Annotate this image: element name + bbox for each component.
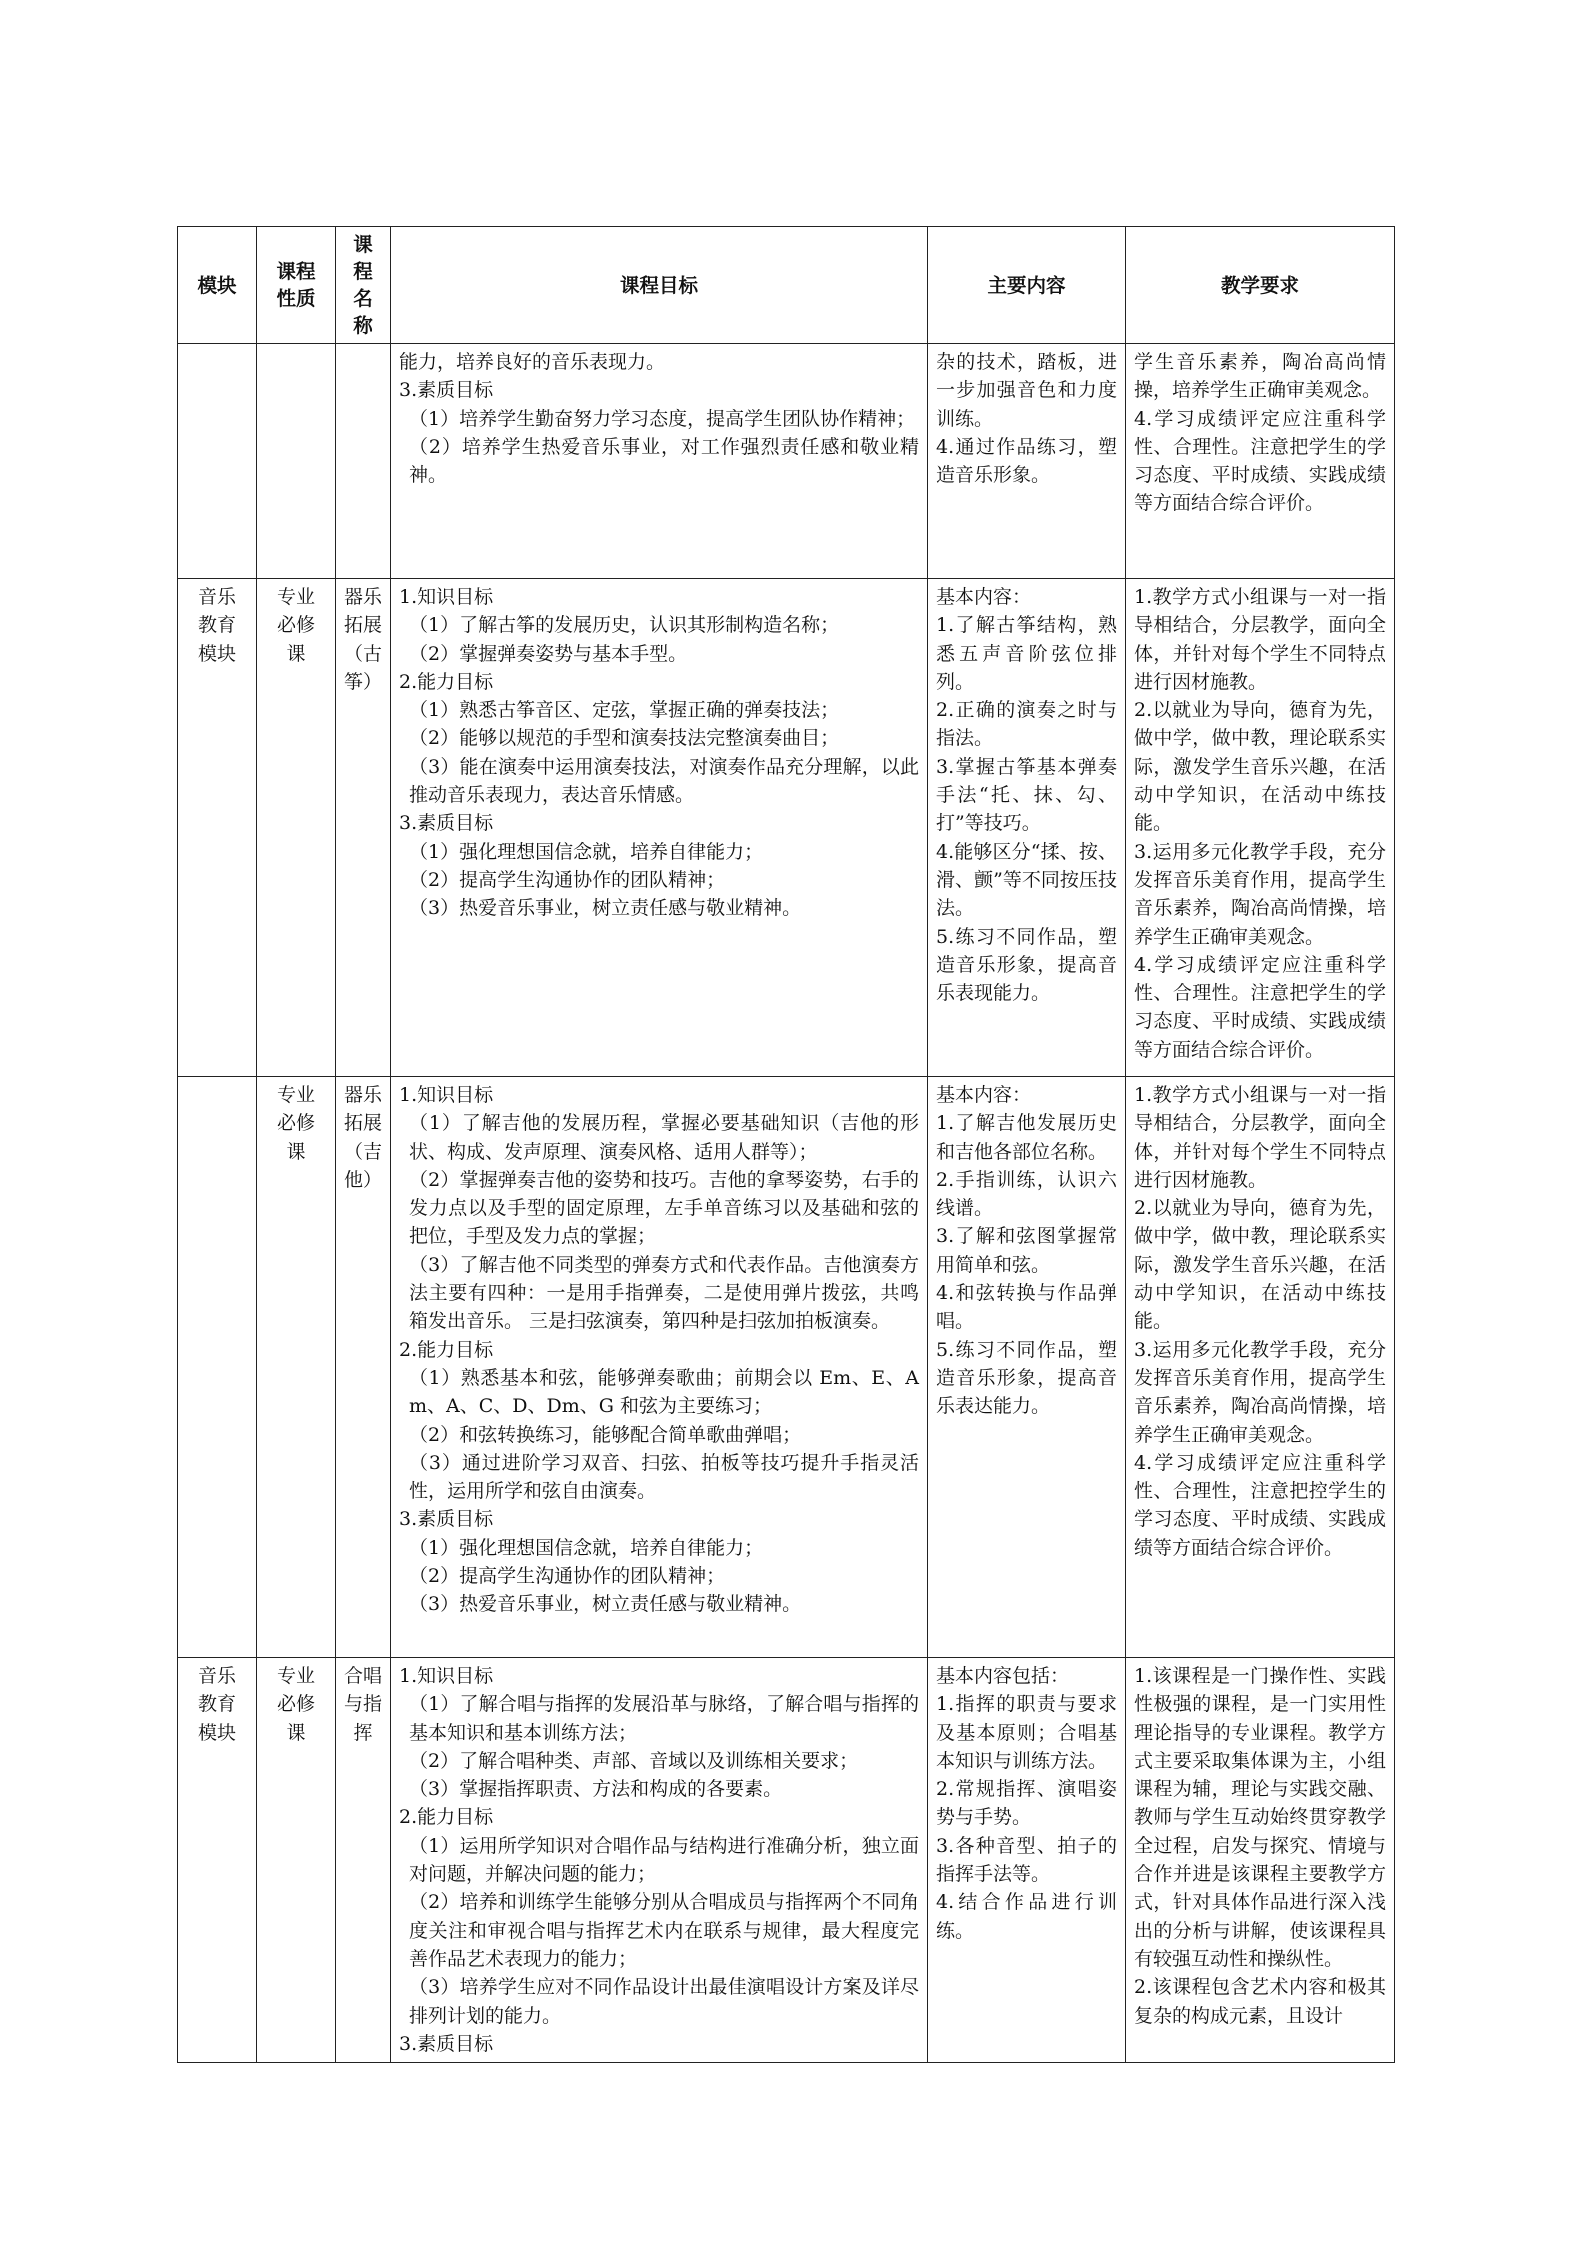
req-line: 1.教学方式小组课与一对一指导相结合，分层教学，面向全体，并针对每个学生不同特点进行因材施教。 <box>1134 586 1386 693</box>
header-nature: 课程 性质 <box>257 227 336 344</box>
content-line: 4.结合作品进行训练。 <box>936 1891 1117 1942</box>
goal-line: （2）培养学生热爱音乐事业，对工作强烈责任感和敬业精神。 <box>409 435 919 487</box>
req-line: 3.运用多元化教学手段，充分发挥音乐美育作用，提高学生音乐素养，陶冶高尚情操，培养学生正确审美观念。 <box>1134 840 1386 948</box>
name-cell: 器乐 拓展 （古 筝） <box>336 579 391 1077</box>
content-line: 2.正确的演奏之时与指法。 <box>936 699 1117 750</box>
header-req: 教学要求 <box>1126 227 1395 344</box>
req-line: 2.以就业为导向，德育为先，做中学，做中教，理论联系实际，激发学生音乐兴趣，在活动中学知识，在活动中练技能。 <box>1134 1197 1386 1333</box>
req-line: 4.学习成绩评定应注重科学性、合理性。注意把学生的学习态度、平时成绩、实践成绩等方面结合综合评价。 <box>1134 407 1386 515</box>
goal-line: （2）培养和训练学生能够分别从合唱成员与指挥两个不同角度关注和审视合唱与指挥艺术内在联系与规律，最大程度完善作品艺术表现力的能力； <box>409 1891 919 1970</box>
goal-line: （2）掌握弹奏吉他的姿势和技巧。吉他的拿琴姿势，右手的发力点以及手型的固定原理，左手单音练习以及基础和弦的把位，手型及发力点的掌握； <box>409 1168 919 1248</box>
goal-line: 3.素质目标 <box>399 812 494 835</box>
goal-line: （2）了解合唱种类、声部、音域以及训练相关要求； <box>409 1749 859 1772</box>
content-line: 3.掌握古筝基本弹奏手法“托、抹、勾、打”等技巧。 <box>936 755 1117 835</box>
table-row <box>178 344 1395 579</box>
req-line: 1.教学方式小组课与一对一指导相结合，分层教学，面向全体，并针对每个学生不同特点进行因材施教。 <box>1134 1084 1386 1191</box>
header-goal: 课程目标 <box>391 227 928 344</box>
goal-cell <box>391 1077 928 1658</box>
module-cell <box>178 344 257 579</box>
goal-line: （1）了解吉他的发展历程，掌握必要基础知识（吉他的形状、构成、发声原理、演奏风格、适用人群等）； <box>409 1112 919 1163</box>
goal-line: 3.素质目标 <box>399 379 494 402</box>
content-line: 1.了解吉他发展历史和吉他各部位名称。 <box>936 1112 1117 1163</box>
goal-line: （2）提高学生沟通协作的团队精神； <box>409 868 726 891</box>
header-content: 主要内容 <box>928 227 1126 344</box>
goal-line: 2.能力目标 <box>399 1338 494 1361</box>
req-line: 1.该课程是一门操作性、实践性极强的课程，是一门实用性理论指导的专业课程。教学方式主要采取集体课为主，小组课程为辅，理论与实践交融、教师与学生互动始终贯穿教学全过程，启发与探究、情境与合作并进是该课程主要教学方式，针对具体作品进行深入浅出的分析与讲解，使该课程具有较强互动性和操纵性。 <box>1134 1665 1386 1970</box>
content-line: 2.手指训练，认识六线谱。 <box>936 1168 1117 1220</box>
goal-cell <box>391 1658 928 2063</box>
content-line: 3.各种音型、拍子的指挥手法等。 <box>936 1834 1117 1886</box>
goal-line: （1）培养学生勤奋努力学习态度，提高学生团队协作精神； <box>409 407 916 430</box>
goal-line: （1）运用所学知识对合唱作品与结构进行准确分析，独立面对问题，并解决问题的能力； <box>409 1834 919 1886</box>
req-line: 学生音乐素养，陶冶高尚情操，培养学生正确审美观念。 <box>1134 351 1386 402</box>
req-cell <box>1126 344 1395 579</box>
module-cell: 音乐 教育 模块 <box>178 579 257 1077</box>
goal-line: （1）了解合唱与指挥的发展沿革与脉络，了解合唱与指挥的基本知识和基本训练方法； <box>409 1693 919 1744</box>
goal-cell <box>391 344 928 579</box>
goal-line: （2）能够以规范的手型和演奏技法完整演奏曲目； <box>409 727 840 750</box>
content-line: 5.练习不同作品，塑造音乐形象，提高音乐表现能力。 <box>936 925 1117 1005</box>
goal-line: （2）掌握弹奏姿势与基本手型。 <box>409 642 688 665</box>
nature-cell <box>257 344 336 579</box>
goal-line: （3）能在演奏中运用演奏技法，对演奏作品充分理解，以此推动音乐表现力，表达音乐情感。 <box>409 755 919 807</box>
goal-line: 3.素质目标 <box>399 1508 494 1531</box>
content-cell <box>928 1658 1126 2063</box>
name-cell <box>336 344 391 579</box>
goal-line: （3）热爱音乐事业，树立责任感与敬业精神。 <box>409 897 802 920</box>
content-line: 3.了解和弦图掌握常用简单和弦。 <box>936 1225 1117 1276</box>
req-line: 4.学习成绩评定应注重科学性、合理性。注意把学生的学习态度、平时成绩、实践成绩等方面结合综合评价。 <box>1134 953 1386 1061</box>
table-row <box>178 1077 1395 1658</box>
goal-line: （1）熟悉古筝音区、定弦，掌握正确的弹奏技法； <box>409 699 840 722</box>
content-line: 杂的技术，踏板，进一步加强音色和力度训练。 <box>936 351 1117 430</box>
req-line: 2.以就业为导向，德育为先，做中学，做中教，理论联系实际，激发学生音乐兴趣，在活动中学知识，在活动中练技能。 <box>1134 699 1386 835</box>
goal-line: （3）了解吉他不同类型的弹奏方式和代表作品。吉他演奏方法主要有四种：一是用手指弹奏，二是使用弹片拨弦，共鸣箱发出音乐。 三是扫弦演奏，第四种是扫弦加拍板演奏。 <box>409 1253 919 1333</box>
req-line: 4.学习成绩评定应注重科学性、合理性，注意把控学生的学习态度、平时成绩、实践成绩等方面结合综合评价。 <box>1134 1451 1386 1559</box>
content-line: 4.和弦转换与作品弹唱。 <box>936 1282 1117 1333</box>
content-line: 基本内容： <box>936 1084 1032 1106</box>
module-cell <box>178 1077 257 1658</box>
goal-line: （3）通过进阶学习双音、扫弦、拍板等技巧提升手指灵活性，运用所学和弦自由演奏。 <box>409 1451 919 1503</box>
content-cell <box>928 344 1126 579</box>
content-line: 基本内容： <box>936 586 1032 608</box>
goal-line: （3）培养学生应对不同作品设计出最佳演唱设计方案及详尽排列计划的能力。 <box>409 1976 919 2027</box>
goal-line: 3.素质目标 <box>399 2032 494 2055</box>
req-cell <box>1126 1077 1395 1658</box>
content-line: 4.能够区分“揉、按、滑、颤”等不同按压技法。 <box>936 840 1117 920</box>
name-cell: 合唱 与指 挥 <box>336 1658 391 2063</box>
goal-line: （1）了解古筝的发展历史，认识其形制构造名称； <box>409 614 840 637</box>
goal-line: 能力，培养良好的音乐表现力。 <box>399 351 666 373</box>
content-line: 2.常规指挥、演唱姿势与手势。 <box>936 1778 1117 1829</box>
goal-line: （3）热爱音乐事业，树立责任感与敬业精神。 <box>409 1593 802 1616</box>
content-line: 1.指挥的职责与要求及基本原则；合唱基本知识与训练方法。 <box>936 1693 1117 1772</box>
content-line: 4.通过作品练习，塑造音乐形象。 <box>936 435 1117 487</box>
req-line: 3.运用多元化教学手段，充分发挥音乐美育作用，提高学生音乐素养，陶冶高尚情操，培养学生正确审美观念。 <box>1134 1338 1386 1446</box>
content-line: 1.了解古筝结构，熟悉五声音阶弦位排列。 <box>936 614 1117 693</box>
req-line: 2.该课程包含艺术内容和极其复杂的构成元素，且设计 <box>1134 1976 1386 2027</box>
header-module: 模块 <box>178 227 257 344</box>
module-cell: 音乐 教育 模块 <box>178 1658 257 2063</box>
table-row <box>178 1658 1395 2063</box>
goal-line: 1.知识目标 <box>399 1084 494 1106</box>
header-name: 课程 名称 <box>336 227 391 344</box>
table-row <box>178 579 1395 1077</box>
goal-cell <box>391 579 928 1077</box>
name-cell: 器乐 拓展 （吉 他） <box>336 1077 391 1658</box>
nature-cell: 专业 必修 课 <box>257 1658 336 2063</box>
content-line: 5.练习不同作品，塑造音乐形象，提高音乐表达能力。 <box>936 1338 1117 1418</box>
goal-line: 2.能力目标 <box>399 670 494 693</box>
nature-cell: 专业 必修 课 <box>257 1077 336 1658</box>
content-cell <box>928 579 1126 1077</box>
req-cell <box>1126 1658 1395 2063</box>
goal-line: （2）和弦转换练习，能够配合简单歌曲弹唱； <box>409 1423 802 1446</box>
goal-line: 1.知识目标 <box>399 1665 494 1687</box>
content-cell <box>928 1077 1126 1658</box>
course-table <box>177 226 1395 2063</box>
goal-line: （1）强化理想国信念就，培养自律能力； <box>409 840 764 863</box>
content-line: 基本内容包括： <box>936 1665 1070 1687</box>
req-cell <box>1126 579 1395 1077</box>
goal-line: （2）提高学生沟通协作的团队精神； <box>409 1565 726 1588</box>
goal-line: 2.能力目标 <box>399 1806 494 1829</box>
goal-line: （3）掌握指挥职责、方法和构成的各要素。 <box>409 1778 783 1801</box>
header-row <box>178 227 1395 344</box>
goal-line: （1）熟悉基本和弦，能够弹奏歌曲；前期会以 Em、E、Am、A、C、D、Dm、G 和弦为主要练习； <box>409 1366 919 1418</box>
goal-line: （1）强化理想国信念就，培养自律能力； <box>409 1536 764 1559</box>
goal-line: 1.知识目标 <box>399 586 494 608</box>
nature-cell: 专业 必修 课 <box>257 579 336 1077</box>
